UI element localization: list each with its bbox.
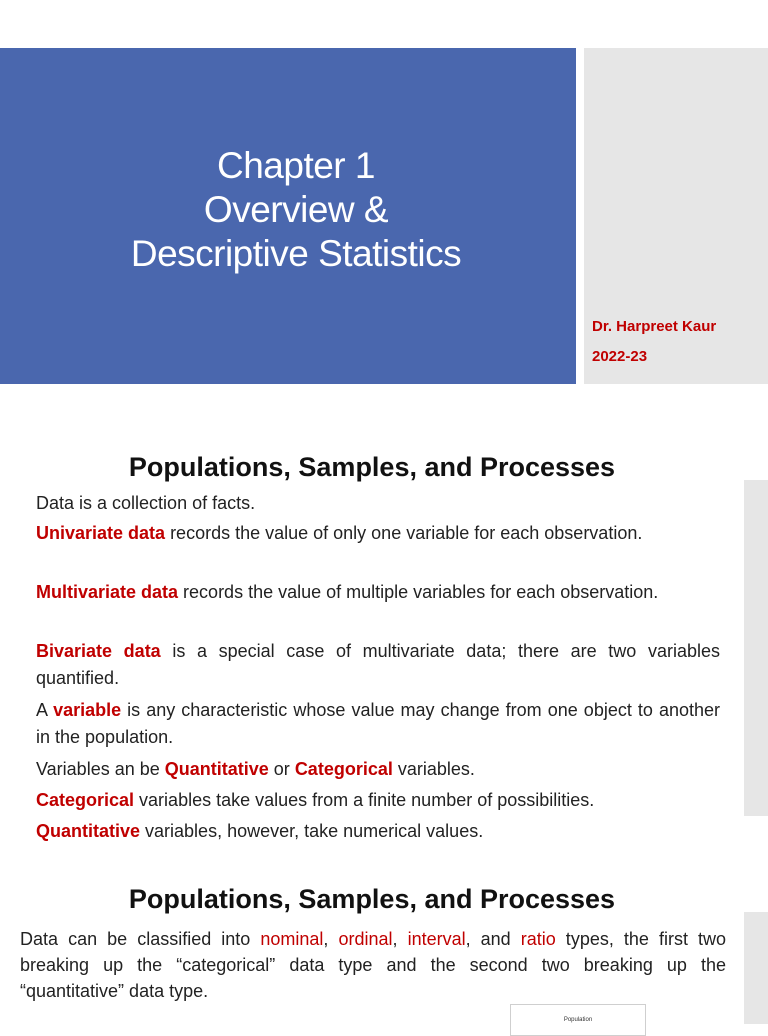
- title-slide: [0, 48, 768, 384]
- paragraph-text: records the value of only one variable for each observation.: [165, 523, 643, 543]
- figure-label: Population: [563, 1017, 593, 1023]
- title-line-1: Chapter 1: [217, 145, 375, 186]
- paragraph-text: Data can be classified into: [20, 929, 261, 949]
- key-term: interval: [407, 929, 466, 949]
- key-term: ordinal: [338, 929, 393, 949]
- key-term: Quantitative: [36, 821, 141, 841]
- definition-paragraph: [36, 787, 720, 814]
- paragraph-text: , and: [465, 929, 521, 949]
- paragraph-text: is any characteristic whose value may change from one object to another in the population.: [36, 700, 720, 747]
- definition-paragraph: [36, 490, 720, 517]
- author-name: Dr. Harpreet Kaur: [592, 318, 717, 335]
- title-line-3: Descriptive Statistics: [130, 233, 462, 274]
- paragraph-text: types, the first two breaking up the “categorical” data type and the second two breaking up the “quantitative” data type.: [20, 929, 727, 1001]
- title-line-2: Overview &: [203, 189, 389, 230]
- key-term: ratio: [520, 929, 556, 949]
- paragraph-text: records the value of multiple variables for each observation.: [178, 582, 659, 602]
- paragraph-text: variables.: [392, 759, 475, 779]
- slide-side-bar: [744, 480, 768, 816]
- definition-paragraph: [36, 756, 720, 783]
- paragraph-text: ,: [323, 929, 339, 949]
- key-term: nominal: [260, 929, 324, 949]
- paragraph-text: is a special case of multivariate data; there are two variables quantified.: [36, 641, 720, 688]
- paragraph-text: variables, however, take numerical values.: [140, 821, 484, 841]
- key-term: variable: [53, 700, 122, 720]
- population-figure: [510, 1004, 646, 1036]
- academic-year: 2022-23: [592, 348, 648, 365]
- definition-paragraph: [36, 697, 720, 751]
- key-term: Quantitative: [164, 759, 269, 779]
- key-term: Univariate data: [36, 523, 166, 543]
- definition-paragraph: [36, 818, 720, 845]
- paragraph-text: ,: [392, 929, 408, 949]
- key-term: Multivariate data: [36, 582, 179, 602]
- slide-heading: Populations, Samples, and Processes: [128, 884, 616, 914]
- paragraph-text: A: [36, 700, 54, 720]
- key-term: Categorical: [294, 759, 393, 779]
- paragraph-text: or: [268, 759, 295, 779]
- definition-paragraph: [36, 579, 720, 606]
- definition-paragraph: [36, 520, 720, 547]
- slide-side-bar: [744, 912, 768, 1024]
- slide-heading: Populations, Samples, and Processes: [128, 452, 616, 482]
- key-term: Categorical: [36, 790, 135, 810]
- paragraph-text: variables take values from a finite number of possibilities.: [134, 790, 595, 810]
- key-term: Bivariate data: [36, 641, 161, 661]
- title-panel: [0, 48, 576, 384]
- classification-paragraph: [20, 926, 726, 1004]
- paragraph-text: Variables an be: [36, 759, 165, 779]
- definition-paragraph: [36, 638, 720, 692]
- author-panel: [584, 48, 768, 384]
- paragraph-text: Data is a collection of facts.: [36, 493, 256, 513]
- slide-title: [0, 144, 592, 276]
